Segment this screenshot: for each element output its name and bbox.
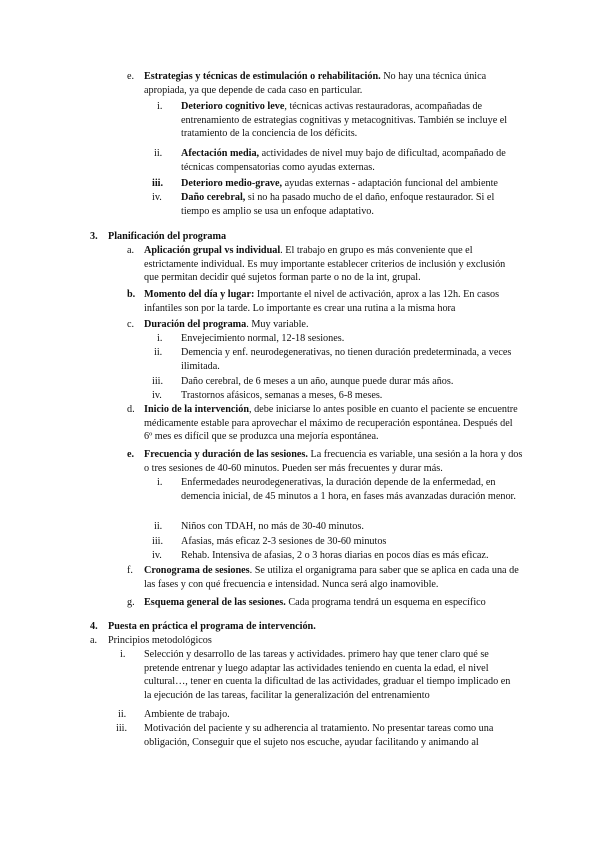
list-marker: d. [127,404,135,415]
list-text [144,70,524,97]
list-marker: e. [127,71,135,82]
list-marker: a. [90,635,98,646]
section-title: Puesta en práctica el programa de intervención. [108,621,316,632]
item-body: La frecuencia es variable, una sesión a la hora y dos o tres sesiones de 40-60 minutos. Pueden ser más frecuentes y durar más. [144,449,523,474]
list-marker: iv. [152,550,162,561]
item-body: , técnicas activas restauradoras, acompañadas de entrenamiento de estrategias cognitivas y metacognitivas. También se incluye el tratamiento de la conciencia de los déficits. [181,101,508,140]
item-title: Aplicación grupal vs individual [144,245,281,256]
item-body: . El trabajo en grupo es más conveniente que el estrictamente individual. Es muy importante establecer criterios de inclusión y exclusión que permitan decidir qué sujetos forman parte o no de la int, grupal. [144,245,506,284]
section-number: 4. [90,621,98,632]
list-text [144,564,524,591]
list-marker: ii. [154,148,163,159]
item-body: actividades de nivel muy bajo de dificultad, acompañado de técnicas compensatorias como ayudas externas. [181,148,506,173]
list-item-3c-i [0,332,600,347]
item-title: Afectación media, [181,148,260,159]
item-title: Duración del programa [144,319,247,330]
list-marker: ii. [154,521,163,532]
list-text [181,147,518,174]
list-item-3e-iii [0,535,600,550]
list-marker: iii. [116,723,128,734]
list-item-3e [0,448,600,478]
list-item-4a-iii [0,722,600,752]
list-marker: e. [127,449,135,460]
list-item-2e-iv [0,191,600,221]
list-marker: iii. [152,536,164,547]
list-text [181,100,518,141]
list-marker: c. [127,319,135,330]
list-item-3e-i [0,476,600,520]
item-body: No hay una técnica única apropiada, ya que depende de cada caso en particular. [144,71,487,96]
list-text: Daño cerebral, de 6 meses a un año, aunque puede durar más años. [181,376,454,387]
item-title: Deterioro medio-grave, [181,178,283,189]
list-text: Motivación del paciente y su adherencia al tratamiento. No presentar tareas como una obligación, Conseguir que el sujeto nos escuche, ayudar facilitando y animando al [144,723,494,748]
list-text [144,244,506,285]
list-marker: f. [127,565,133,576]
item-title: Inicio de la intervención [144,404,249,415]
list-text [181,177,526,191]
item-title: Daño cerebral, [181,192,246,203]
list-item-4a [0,634,600,649]
list-item-3g [0,596,600,611]
list-text [144,403,518,444]
item-body: si no ha pasado mucho de el daño, enfoque restaurador. Si el tiempo es amplio se usa un enfoque adaptativo. [181,192,495,217]
list-item-4a-i [0,648,600,708]
list-marker: i. [120,649,126,660]
list-marker: i. [157,477,163,488]
list-marker: a. [127,245,135,256]
list-text: Rehab. Intensiva de afasias, 2 o 3 horas diarias en pocos días es más eficaz. [181,550,489,561]
list-text: Principios metodológicos [108,635,212,646]
list-text: Selección y desarrollo de las tareas y actividades. primero hay que tener claro qué se pretende entrenar y luego adaptar las actividades teniendo en cuenta la edad, el nivel cultural…, tener en cuenta la dificultad de las actividades, graduar el tiempo implicado en la ejecución de las tareas, facilitar la generalización del entrenamiento [144,649,511,702]
item-title: Estrategias y técnicas de estimulación o rehabilitación. [144,71,381,82]
list-text [144,448,524,475]
list-item-2e [0,70,600,100]
list-text: Trastornos afásicos, semanas a meses, 6-8 meses. [181,390,383,401]
list-text: Enfermedades neurodegenerativas, la duración depende de la enfermedad, en demencia inicial, de 45 minutos a 1 hora, en fases más avanzadas duración menor. [181,477,516,502]
section-heading-4 [0,620,600,635]
list-marker: iii. [152,376,164,387]
list-marker: b. [127,289,136,300]
item-title: Esquema general de las sesiones. [144,597,286,608]
item-title: Deterioro cognitivo leve [181,101,285,112]
list-marker: iv. [152,390,162,401]
section-title: Planificación del programa [108,231,227,242]
item-body: Cada programa tendrá un esquema en específico [285,597,486,608]
list-text [181,191,521,218]
list-text: Demencia y enf. neurodegenerativas, no tienen duración predeterminada, a veces ilimitada. [181,347,512,372]
list-item-3f [0,564,600,594]
list-item-3a [0,244,600,288]
list-item-3c-iv [0,389,600,404]
list-marker: iv. [152,192,162,203]
item-title: Momento del día y lugar: [144,289,255,300]
list-marker: ii. [154,347,163,358]
item-body: , debe iniciarse lo antes posible en cuanto el paciente se encuentre médicamente estable para aprovechar el máximo de recuperación espontánea. Después del 6º mes es difícil que se produzca una mejoría espontánea. [144,404,518,443]
list-text [144,318,508,332]
list-item-4a-ii [0,708,600,723]
list-text: Afasias, más eficaz 2-3 sesiones de 30-60 minutos [181,536,387,547]
list-item-2e-ii [0,147,600,177]
list-marker: iii. [152,178,164,189]
list-item-3c [0,318,600,333]
list-item-3c-iii [0,375,600,390]
list-text [144,288,508,315]
list-marker: g. [127,597,135,608]
item-body: Importante el nivel de activación, aprox a las 12h. En casos infantiles son por la tarde. Lo importante es crear una rutina a la misma hora [144,289,500,314]
item-title: Cronograma de sesiones [144,565,250,576]
item-body: ayudas externas - adaptación funcional del ambiente [282,178,498,189]
item-body: . Se utiliza el organigrama para saber que se aplica en cada una de las fases y con qué frecuencia e intensidad. Nunca será algo inamovible. [144,565,519,590]
list-text: Ambiente de trabajo. [144,709,230,720]
list-marker: i. [157,101,163,112]
list-item-3d [0,403,600,447]
list-marker: i. [157,333,163,344]
list-text: Niños con TDAH, no más de 30-40 minutos. [181,521,364,532]
list-item-3c-ii [0,346,600,376]
list-item-3b [0,288,600,318]
list-item-2e-iii [0,177,600,192]
list-item-3e-ii [0,520,600,535]
list-item-3e-iv [0,549,600,564]
list-text [144,596,524,610]
list-item-2e-i [0,100,600,144]
section-heading-3 [0,230,600,245]
section-number: 3. [90,231,98,242]
item-title: Frecuencia y duración de las sesiones. [144,449,308,460]
list-marker: ii. [118,709,127,720]
item-body: . Muy variable. [246,319,309,330]
list-text: Envejecimiento normal, 12-18 sesiones. [181,333,345,344]
